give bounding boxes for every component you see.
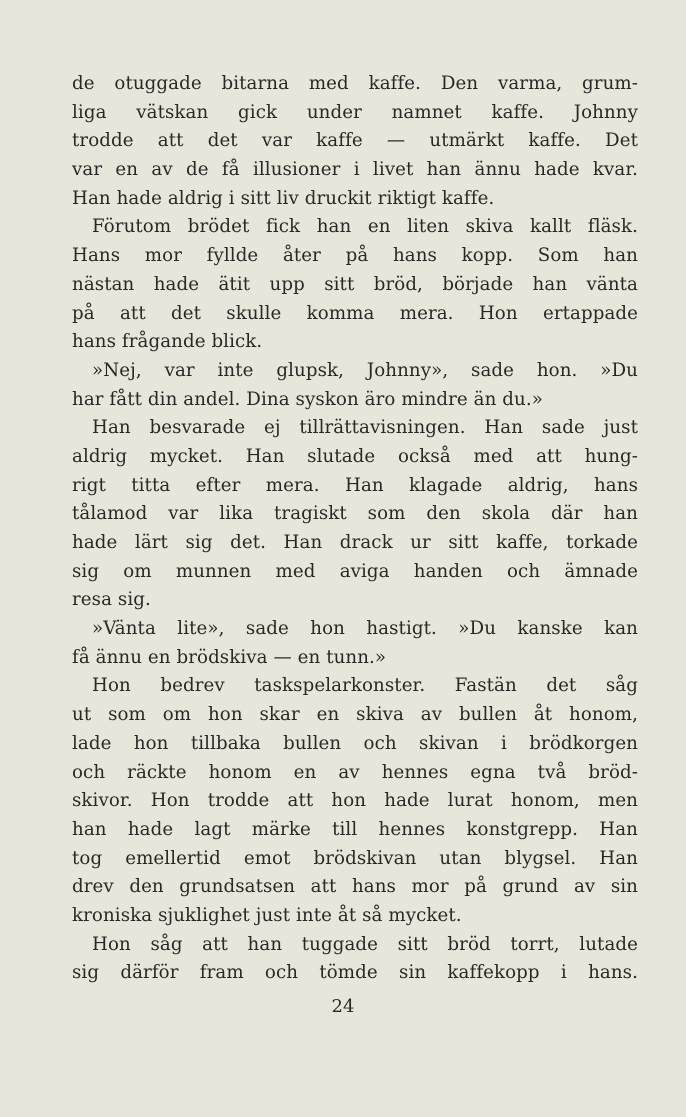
text-line: få ännu en brödskiva — en tunn.» <box>72 646 387 668</box>
text-line: sig om munnen med aviga handen och ämnade <box>72 560 638 582</box>
text-line: trodde att det var kaffe — utmärkt kaffe. Det <box>72 130 638 152</box>
text-line: tog emellertid emot brödskivan utan blygsel. Han <box>72 847 638 869</box>
text-line: sig därför fram och tömde sin kaffekopp i hans. <box>72 962 638 984</box>
text-line: Hon bedrev taskspelarkonster. Fastän det såg <box>92 675 638 697</box>
text-line: Förutom brödet fick han en liten skiva kallt fläsk. <box>92 216 638 238</box>
text-line: lade hon tillbaka bullen och skivan i brödkorgen <box>72 732 638 754</box>
text-line: tålamod var lika tragiskt som den skola där han <box>72 503 638 525</box>
text-line: på att det skulle komma mera. Hon ertappade <box>72 302 638 324</box>
text-line: han hade lagt märke till hennes konstgrepp. Han <box>72 818 638 840</box>
text-line: hade lärt sig det. Han drack ur sitt kaffe, torkade <box>72 532 638 553</box>
text-line: och räckte honom en av hennes egna två bröd- <box>72 761 638 783</box>
text-line: de otuggade bitarna med kaffe. Den varma, grum- <box>72 73 638 94</box>
text-line: drev den grundsatsen att hans mor på grund av sin <box>72 876 638 898</box>
text-line: var en av de få illusioner i livet han ännu hade kvar. <box>72 159 638 181</box>
text-line: rigt titta efter mera. Han klagade aldrig, hans <box>72 474 638 496</box>
text-line: ut som om hon skar en skiva av bullen åt honom, <box>72 704 638 726</box>
text-line: hans frågande blick. <box>72 331 263 353</box>
text-line: »Nej, var inte glupsk, Johnny», sade hon. »Du <box>92 359 638 381</box>
text-line: Hans mor fyllde åter på hans kopp. Som han <box>72 245 638 267</box>
text-line: Han besvarade ej tillrättavisningen. Han sade just <box>92 417 638 439</box>
text-line: »Vänta lite», sade hon hastigt. »Du kanske kan <box>92 618 638 640</box>
page-number: 24 <box>331 996 355 1017</box>
text-line: skivor. Hon trodde att hon hade lurat honom, men <box>72 790 638 812</box>
text-line: aldrig mycket. Han slutade också med att hung- <box>72 445 638 467</box>
text-line: resa sig. <box>72 589 151 611</box>
text-line: har fått din andel. Dina syskon äro mindre än du.» <box>72 388 543 410</box>
text-line: Han hade aldrig i sitt liv druckit riktigt kaffe. <box>72 187 495 209</box>
text-line: liga vätskan gick under namnet kaffe. Johnny <box>72 101 638 123</box>
text-line: Hon såg att han tuggade sitt bröd torrt, lutade <box>92 933 638 955</box>
text-line: nästan hade ätit upp sitt bröd, började han vänta <box>72 273 638 295</box>
body-text <box>72 70 638 988</box>
text-line: kroniska sjuklighet just inte åt så mycket. <box>72 904 462 926</box>
